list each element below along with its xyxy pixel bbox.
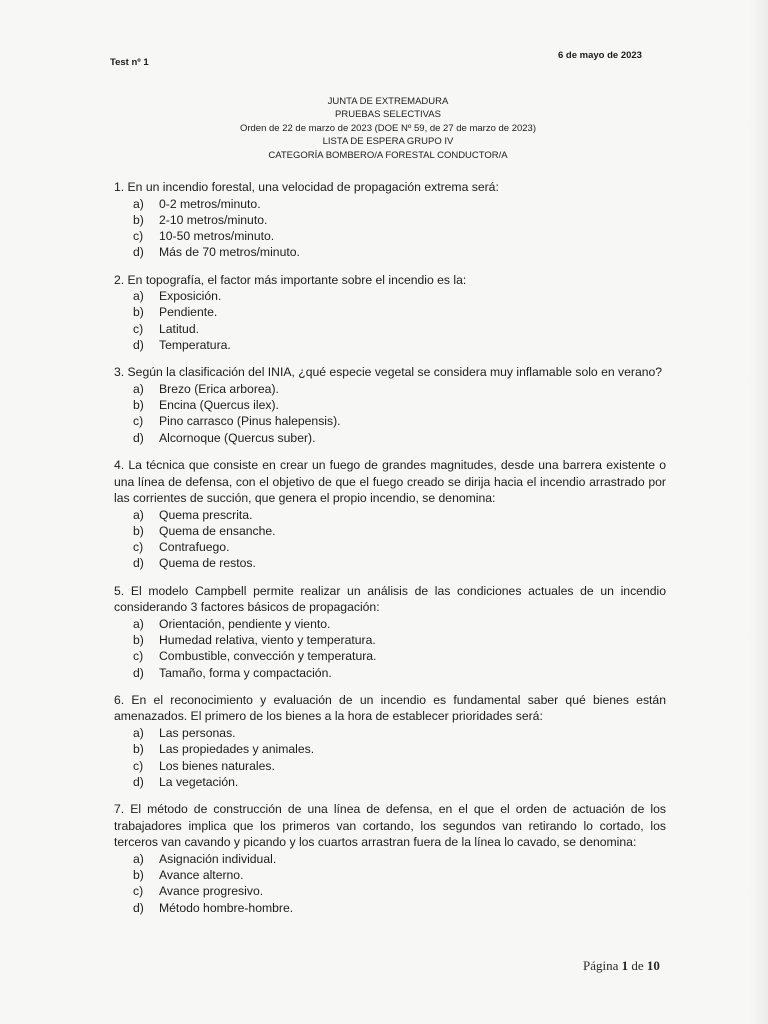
question-3 [114, 364, 666, 446]
option-letter: b) [133, 398, 144, 413]
option-letter: d) [133, 430, 144, 445]
option-letter: c) [133, 758, 144, 773]
option-letter: a) [133, 289, 144, 304]
option-text: Temperatura. [159, 338, 231, 353]
answer-options [114, 507, 666, 572]
answer-options [114, 616, 666, 681]
option-text: Las propiedades y animales. [159, 742, 315, 757]
answer-option [114, 304, 666, 320]
footer-prefix: Página [583, 958, 619, 973]
option-text: Brezo (Erica arborea). [159, 381, 279, 396]
option-text: Orientación, pendiente y viento. [159, 616, 331, 631]
option-text: Humedad relativa, viento y temperatura. [159, 633, 376, 648]
option-text: 10-50 metros/minuto. [159, 229, 275, 244]
header-line: Orden de 22 de marzo de 2023 (DOE Nº 59, de 27 de marzo de 2023) [239, 122, 537, 134]
option-letter: b) [133, 305, 144, 320]
answer-option [114, 555, 666, 571]
option-letter: d) [133, 338, 144, 353]
header-line: JUNTA DE EXTREMADURA [327, 96, 449, 107]
answer-option [114, 212, 666, 228]
question-2 [114, 272, 666, 354]
option-letter: d) [133, 245, 144, 260]
answer-option [114, 616, 666, 632]
answer-options [114, 381, 666, 446]
option-letter: c) [133, 414, 144, 429]
option-text: Alcornoque (Quercus suber). [159, 430, 316, 445]
answer-option [114, 648, 666, 664]
answer-options [114, 196, 666, 261]
option-letter: a) [133, 196, 144, 211]
answer-option [114, 883, 666, 899]
answer-option [114, 741, 666, 757]
option-letter: a) [133, 725, 144, 740]
option-text: Quema prescrita. [159, 507, 253, 522]
answer-option [114, 196, 666, 212]
answer-option [114, 507, 666, 523]
answer-option [114, 523, 666, 539]
option-letter: b) [133, 523, 144, 538]
option-letter: a) [133, 616, 144, 631]
answer-option [114, 774, 666, 790]
option-text: Combustible, convección y temperatura. [159, 649, 377, 664]
question-stem: 3. Según la clasificación del INIA, ¿qué especie vegetal se considera muy inflamable solo en verano? [114, 365, 663, 380]
question-stem: 1. En un incendio forestal, una velocidad de propagación extrema será: [114, 180, 499, 194]
document-header [200, 95, 576, 162]
question-1 [114, 179, 666, 261]
answer-options [114, 288, 666, 353]
answer-option [114, 244, 666, 260]
option-text: Avance alterno. [159, 867, 244, 882]
question-stem: 2. En topografía, el factor más importante sobre el incendio es la: [114, 272, 467, 287]
option-letter: c) [133, 649, 144, 664]
exam-date: 6 de mayo de 2023 [558, 50, 642, 61]
option-text: Pino carrasco (Pinus halepensis). [159, 414, 341, 429]
answer-option [114, 288, 666, 304]
answer-options [114, 725, 666, 790]
option-text: Encina (Quercus ilex). [159, 398, 279, 413]
answer-option [114, 337, 666, 353]
option-text: Método hombre-hombre. [159, 900, 294, 915]
option-letter: c) [133, 321, 144, 336]
option-text: Latitud. [159, 321, 199, 336]
question-6 [114, 692, 666, 790]
option-letter: a) [133, 507, 144, 522]
answer-option [114, 900, 666, 916]
option-text: Tamaño, forma y compactación. [159, 665, 332, 680]
option-text: 0-2 metros/minuto. [159, 196, 261, 211]
option-letter: a) [133, 851, 144, 866]
answer-option [114, 867, 666, 883]
question-stem: 5. El modelo Campbell permite realizar un análisis de las condiciones actuales de un incendio considerando 3 factores básicos de propagación: [114, 583, 666, 615]
option-text: Asignación individual. [159, 851, 277, 866]
scan-shadow [750, 0, 768, 1024]
option-text: 2-10 metros/minuto. [159, 212, 268, 227]
option-text: Exposición. [159, 289, 222, 304]
option-text: Contrafuego. [159, 540, 230, 555]
option-text: Quema de ensanche. [159, 523, 276, 538]
option-letter: c) [133, 229, 144, 244]
answer-option [114, 228, 666, 244]
answer-option [114, 381, 666, 397]
question-stem: 7. El método de construcción de una línea de defensa, en el que el orden de actuación de los trabajadores implica que los primeros van cortando, los segundos van retirando lo cortado, los terceros van cavando y picando y los cuartos arrastran fuera de la línea lo cavado, se denomina: [114, 802, 666, 850]
answer-option [114, 413, 666, 429]
option-text: Pendiente. [159, 305, 218, 320]
answer-option [114, 665, 666, 681]
footer-of: de [631, 958, 644, 973]
option-letter: c) [133, 540, 144, 555]
answer-option [114, 321, 666, 337]
header-line: PRUEBAS SELECTIVAS [335, 109, 441, 121]
option-letter: d) [133, 556, 144, 571]
answer-options [114, 851, 666, 916]
option-text: Más de 70 metros/minuto. [159, 245, 300, 260]
answer-option [114, 725, 666, 741]
answer-option [114, 851, 666, 867]
question-stem: 6. En el reconocimiento y evaluación de un incendio es fundamental saber qué bienes están amenazados. El primero de los bienes a la hora de establecer prioridades será: [114, 692, 666, 724]
question-4 [114, 457, 666, 572]
option-text: La vegetación. [159, 774, 239, 789]
question-list [114, 179, 666, 927]
page-footer [583, 958, 660, 974]
footer-total-pages: 10 [646, 958, 660, 973]
option-text: Quema de restos. [159, 556, 256, 571]
option-letter: b) [133, 742, 144, 757]
answer-option [114, 632, 666, 648]
answer-option [114, 539, 666, 555]
option-text: Avance progresivo. [159, 884, 264, 899]
option-letter: b) [133, 867, 144, 882]
option-letter: b) [133, 212, 144, 227]
option-letter: b) [133, 633, 144, 648]
footer-page-number: 1 [621, 958, 629, 973]
option-letter: d) [133, 774, 144, 789]
option-letter: d) [133, 900, 144, 915]
question-5 [114, 583, 666, 681]
option-letter: a) [133, 381, 144, 396]
answer-option [114, 758, 666, 774]
option-text: Las personas. [159, 725, 236, 740]
option-text: Los bienes naturales. [159, 758, 275, 773]
question-stem: 4. La técnica que consiste en crear un fuego de grandes magnitudes, desde una barrera existente o una línea de defensa, con el objetivo de que el fuego creado se dirija hacia el incendio arrastrado por las corrientes de succión, que genera el propio incendio, se denomina: [114, 458, 666, 506]
option-letter: d) [133, 665, 144, 680]
header-line: CATEGORÍA BOMBERO/A FORESTAL CONDUCTOR/A [268, 149, 508, 161]
option-letter: c) [133, 884, 144, 899]
test-number: Test nº 1 [110, 57, 149, 68]
answer-option [114, 397, 666, 413]
header-line: LISTA DE ESPERA GRUPO IV [322, 136, 454, 148]
question-7 [114, 801, 666, 916]
answer-option [114, 430, 666, 446]
